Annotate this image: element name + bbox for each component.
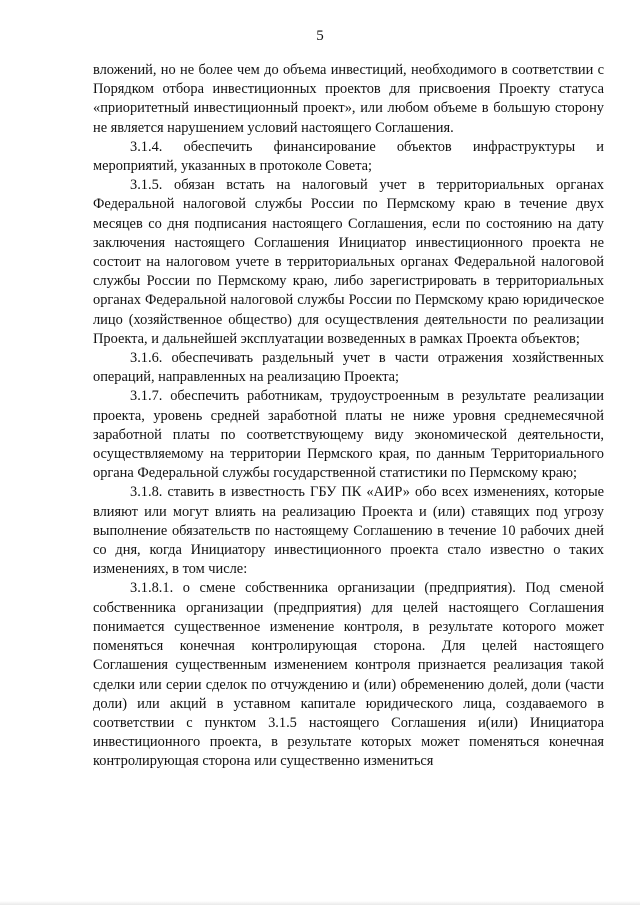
page-number: 5 (316, 28, 324, 44)
paragraph-continuation: вложений, но не более чем до объема инвестиций, необходимого в соответствии с Порядком отбора инвестиционных проектов для присвоения Проекту статуса «приоритетный инвестиционный проект», или любом объеме в большую сторону не является нарушением условий настоящего Соглашения. (93, 62, 604, 136)
paragraph-3-1-7: 3.1.7. обеспечить работникам, трудоустроенным в результате реализации проекта, уровень средней заработной платы не ниже уровня среднемесячной заработной платы по соответствующему виду экономической деятельности, осуществляемому на территории Пермского края, по данным Территориального органа Федеральной службы государственной статистики по Пермскому краю; (93, 388, 604, 482)
paragraph-3-1-5: 3.1.5. обязан встать на налоговый учет в территориальных органах Федеральной налоговой службы России по Пермскому краю в течение двух месяцев со дня подписания настоящего Соглашения, если по состоянию на дату заключения настоящего Соглашения Инициатор инвестиционного проекта не состоит на налоговом учете в территориальных органах Федеральной налоговой службы России по Пермскому краю, либо зарегистрировать в территориальных органах Федеральной налоговой службы России по Пермскому краю юридическое лицо (хозяйственное общество) для осуществления деятельности по реализации Проекта, и дальнейшей эксплуатации возведенных в рамках Проекта объектов; (93, 177, 604, 347)
paragraph-3-1-8: 3.1.8. ставить в известность ГБУ ПК «АИР» обо всех изменениях, которые влияют или могут влиять на реализацию Проекта и (или) ставящих под угрозу выполнение обязательств по настоящему Соглашению в течение 10 рабочих дней со дня, когда Инициатору инвестиционного проекта стало известно о таких изменениях, в том числе: (93, 484, 604, 578)
paragraph-3-1-4: 3.1.4. обеспечить финансирование объектов инфраструктуры и мероприятий, указанных в протоколе Совета; (93, 138, 604, 175)
paragraph-3-1-6: 3.1.6. обеспечивать раздельный учет в части отражения хозяйственных операций, направленных на реализацию Проекта; (93, 350, 604, 386)
paragraph-3-1-8-1: 3.1.8.1. о смене собственника организации (предприятия). Под сменой собственника организации (предприятия) для целей настоящего Соглашения понимается существенное изменение контроля, в результате которого может поменяться конечная контролирующая сторона. Для целей настоящего Соглашения существенным изменением контроля признается реализация такой сделки или серии сделок по отчуждению и (или) обременению долей, доли (части доли) или акций в уставном капитале юридического лица, создаваемого в соответствии с пунктом 3.1.5 настоящего Соглашения и(или) Инициатора инвестиционного проекта, в результате которых может поменяться конечная контролирующая сторона или существенно измениться (93, 580, 604, 770)
document-body (93, 61, 604, 772)
scan-bottom-edge (0, 901, 640, 905)
